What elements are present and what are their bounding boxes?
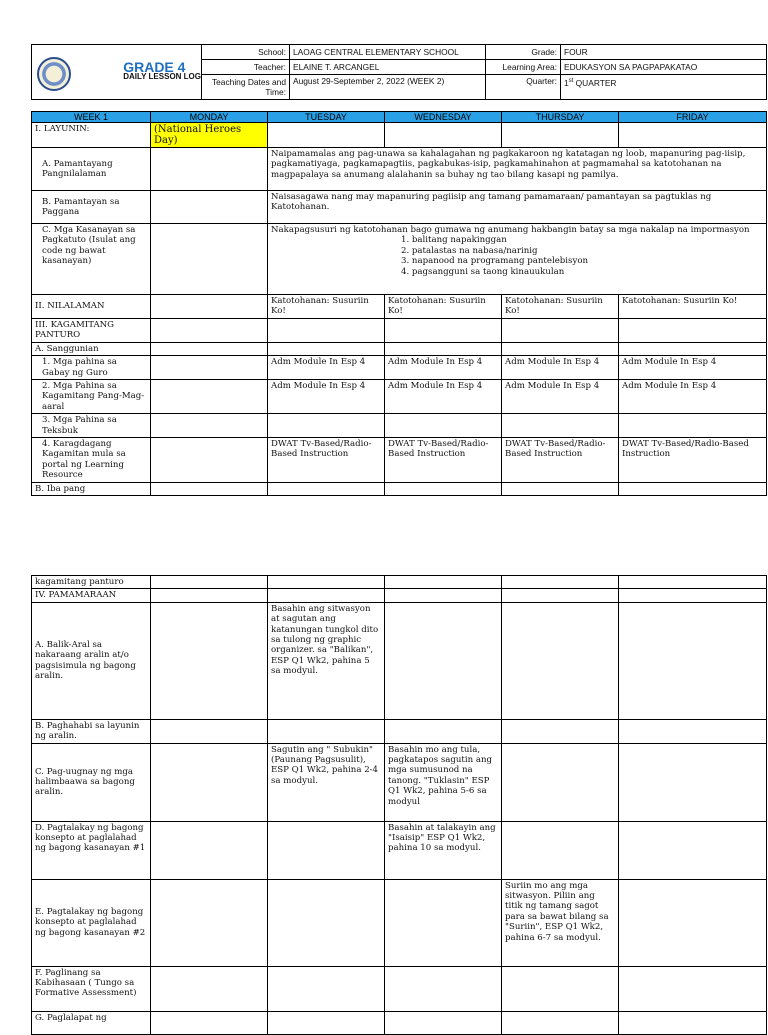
layunin-label: I. LAYUNIN: bbox=[32, 123, 151, 148]
kasanayan-label: C. Mga Kasanayan sa Pagkatuto (Isulat ang code ng bawat kasanayan) bbox=[32, 224, 151, 295]
pagtalakay-2-label: E. Pagtalakay ng bagong konsepto at paglalahad ng bagong kasanayan #2 bbox=[32, 879, 151, 966]
quarter-label: Quarter: bbox=[486, 75, 561, 100]
kagamitang-thu: Adm Module In Esp 4 bbox=[502, 380, 619, 414]
kasanayan-text: Nakapagsusuri ng katotohanan bago gumawa ng anumang hakbangin batay sa mga nakalap na impormasyon 1. balitang napakinggan 2. patalastas na nabasa/narinig 3. napanood na programang pantelebisyon 4. pagsangguni sa taong kinauukulan bbox=[268, 224, 767, 295]
dwat-fri: DWAT Tv-Based/Radio-Based Instruction bbox=[619, 438, 767, 483]
school-value: LAOAG CENTRAL ELEMENTARY SCHOOL bbox=[290, 45, 486, 60]
deped-seal-icon bbox=[37, 57, 71, 91]
col-week: WEEK 1 bbox=[32, 112, 151, 123]
pag-uugnay-tue: Sagutin ang " Subukin" (Paunang Pagsusulit), ESP Q1 Wk2, pahina 2-4 sa modyul. bbox=[268, 743, 385, 821]
pamamaraan-label: IV. PAMAMARAAN bbox=[32, 589, 151, 602]
table-row bbox=[32, 438, 767, 483]
table-row bbox=[32, 224, 767, 295]
school-label: School: bbox=[202, 45, 290, 60]
paggana-text: Naisasagawa nang may mapanuring pagiisip ang tamang pamamaraan/ pamantayan sa pagtuklas ng Katotohanan. bbox=[268, 191, 767, 224]
nilalaman-thu: Katotohanan: Susuriin Ko! bbox=[502, 295, 619, 319]
quarter-value: 1st QUARTER bbox=[561, 75, 767, 100]
gabay-fri: Adm Module In Esp 4 bbox=[619, 356, 767, 380]
table-row bbox=[32, 356, 767, 380]
table-row bbox=[32, 821, 767, 879]
table-row bbox=[32, 966, 767, 1011]
paglalapat-label: G. Paglalapat ng bbox=[32, 1011, 151, 1034]
pagtalakay-1-wed: Basahin at talakayin ang "Isaisip" ESP Q1 Wk2, pahina 10 sa modyul. bbox=[385, 821, 502, 879]
lesson-table-continued bbox=[31, 575, 767, 1035]
gabay-thu: Adm Module In Esp 4 bbox=[502, 356, 619, 380]
table-row bbox=[32, 483, 767, 496]
table-row bbox=[32, 380, 767, 414]
area-label: Learning Area: bbox=[486, 60, 561, 75]
holiday-note: (National Heroes Day) bbox=[151, 123, 268, 148]
karagdagang-label: 4. Karagdagang Kagamitan mula sa portal ng Learning Resource bbox=[32, 438, 151, 483]
table-row bbox=[32, 148, 767, 191]
kagamitan-label: III. KAGAMITANG PANTURO bbox=[32, 319, 151, 343]
nilalaman-label: II. NILALAMAN bbox=[32, 295, 151, 319]
table-row bbox=[32, 191, 767, 224]
dwat-tue: DWAT Tv-Based/Radio-Based Instruction bbox=[268, 438, 385, 483]
table-row bbox=[32, 719, 767, 743]
pag-uugnay-wed: Basahin mo ang tula, pagkatapos sagutin ang mga sumusunod na tanong. "Tuklasin" ESP Q1 Wk2, pahina 5-6 sa modyul bbox=[385, 743, 502, 821]
paghahabi-label: B. Paghahabi sa layunin ng aralin. bbox=[32, 719, 151, 743]
dwat-wed: DWAT Tv-Based/Radio-Based Instruction bbox=[385, 438, 502, 483]
col-monday: MONDAY bbox=[151, 112, 268, 123]
dwat-thu: DWAT Tv-Based/Radio-Based Instruction bbox=[502, 438, 619, 483]
table-row bbox=[32, 295, 767, 319]
area-value: EDUKASYON SA PAGPAPAKATAO bbox=[561, 60, 767, 75]
paglinang-label: F. Paglinang sa Kabihasaan ( Tungo sa Formative Assessment) bbox=[32, 966, 151, 1011]
gabay-tue: Adm Module In Esp 4 bbox=[268, 356, 385, 380]
teksbuk-label: 3. Mga Pahina sa Teksbuk bbox=[32, 414, 151, 438]
kagamitang-panturo-label: kagamitang panturo bbox=[32, 576, 151, 589]
table-row bbox=[32, 1011, 767, 1034]
pag-uugnay-label: C. Pag-uugnay ng mga halimbaawa sa bagong aralin. bbox=[32, 743, 151, 821]
balik-aral-tue: Basahin ang sitwasyon at sagutan ang katanungan tungkol dito sa tulong ng graphic organizer. sa "Balikan", ESP Q1 Wk2, pahina 5 sa modyul. bbox=[268, 602, 385, 719]
grade-label: Grade: bbox=[486, 45, 561, 60]
gabay-wed: Adm Module In Esp 4 bbox=[385, 356, 502, 380]
teacher-value: ELAINE T. ARCANGEL bbox=[290, 60, 486, 75]
table-row bbox=[32, 123, 767, 148]
column-header-row bbox=[32, 112, 767, 123]
col-wednesday: WEDNESDAY bbox=[385, 112, 502, 123]
grade-value: FOUR bbox=[561, 45, 767, 60]
table-row bbox=[32, 319, 767, 343]
iba-label: B. Iba pang bbox=[32, 483, 151, 496]
kagamitang-fri: Adm Module In Esp 4 bbox=[619, 380, 767, 414]
pagtalakay-2-thu: Suriin mo ang mga sitwasyon. Piliin ang titik ng tamang sagot para sa bawat bilang sa "Suriin", ESP Q1 Wk2, pahina 6-7 sa modyul. bbox=[502, 879, 619, 966]
paggana-label: B. Pamantayan sa Paggana bbox=[32, 191, 151, 224]
pamantayang-label: A. Pamantayang Pangnilalaman bbox=[32, 148, 151, 191]
table-row bbox=[32, 602, 767, 719]
table-row bbox=[32, 414, 767, 438]
kagamitang-wed: Adm Module In Esp 4 bbox=[385, 380, 502, 414]
kagamitang-tue: Adm Module In Esp 4 bbox=[268, 380, 385, 414]
nilalaman-tue: Katotohanan: Susuriin Ko! bbox=[268, 295, 385, 319]
header-table bbox=[31, 44, 767, 100]
table-row bbox=[32, 576, 767, 589]
nilalaman-wed: Katotohanan: Susuriin Ko! bbox=[385, 295, 502, 319]
gabay-label: 1. Mga pahina sa Gabay ng Guro bbox=[32, 356, 151, 380]
table-row bbox=[32, 743, 767, 821]
table-row bbox=[32, 879, 767, 966]
table-row bbox=[32, 589, 767, 602]
lesson-table bbox=[31, 111, 767, 496]
nilalaman-fri: Katotohanan: Susuriin Ko! bbox=[619, 295, 767, 319]
dates-label: Teaching Dates and Time: bbox=[202, 75, 290, 100]
sanggunian-label: A. Sanggunian bbox=[32, 342, 151, 355]
dates-value: August 29-September 2, 2022 (WEEK 2) bbox=[290, 75, 486, 100]
dll-label: DAILY LESSON LOG bbox=[123, 72, 201, 81]
grade-title: GRADE 4 bbox=[123, 58, 186, 75]
col-friday: FRIDAY bbox=[619, 112, 767, 123]
col-tuesday: TUESDAY bbox=[268, 112, 385, 123]
pagtalakay-1-label: D. Pagtalakay ng bagong konsepto at paglalahad ng bagong kasanayan #1 bbox=[32, 821, 151, 879]
logo-cell bbox=[32, 45, 202, 100]
table-row bbox=[32, 342, 767, 355]
balik-aral-label: A. Balik-Aral sa nakaraang aralin at/o pagsisimula ng bagong aralin. bbox=[32, 602, 151, 719]
col-thursday: THURSDAY bbox=[502, 112, 619, 123]
pamantayang-text: Naipamamalas ang pag-unawa sa kahalagahan ng pagkakaroon ng katatagan ng loob, mapanuring pag-iisip, pagkamatiyaga, pagkamapagtiis, pagkabukas-isip, pagkamahinahon at pagmamahal sa katotohanan na magpapalaya sa anumang alalahanin sa buhay ng tao bilang kasapi ng pamilya. bbox=[268, 148, 767, 191]
kagamitang-pang-label: 2. Mga Pahina sa Kagamitang Pang-Mag-aaral bbox=[32, 380, 151, 414]
teacher-label: Teacher: bbox=[202, 60, 290, 75]
